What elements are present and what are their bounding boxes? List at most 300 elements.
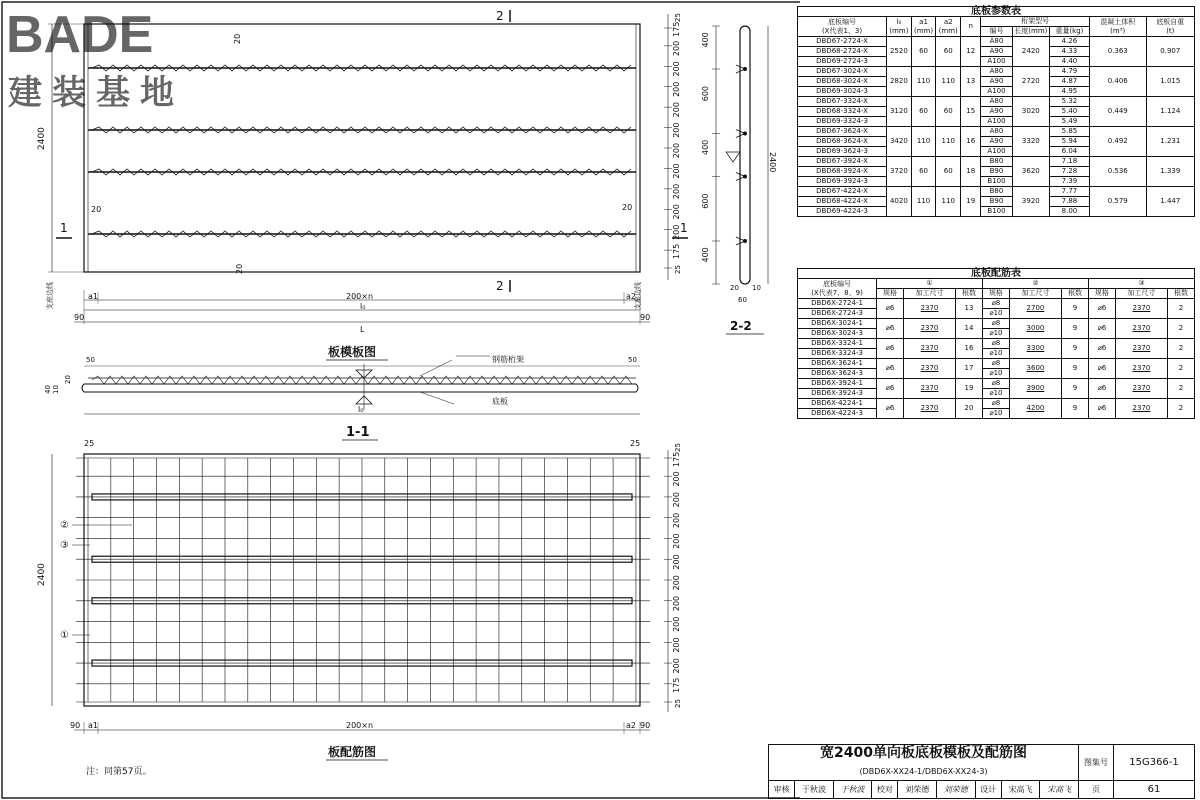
t2-size-3: 2370 — [1115, 399, 1167, 419]
t1-a1: 60 — [911, 97, 936, 127]
t1-truss-len: 3020 — [1012, 97, 1050, 127]
plan-label-20-right: 20 — [622, 203, 633, 212]
s22-dim-label: 400 — [701, 139, 710, 155]
t2-size-3: 2370 — [1115, 299, 1167, 319]
section-mark-2-bottom: 2 — [496, 279, 504, 293]
t1-model: DBD69-4224-3 — [798, 207, 887, 217]
t2-count-1: 13 — [956, 299, 983, 319]
t1-model: DBD67-4224-X — [798, 187, 887, 197]
t2-h-c3: ③ — [1088, 279, 1194, 289]
design-signature: 宋高飞 — [1040, 781, 1079, 799]
t2-model: DBD6X-3624-1 — [798, 359, 877, 369]
section-mark-1-right: 1 — [680, 221, 688, 235]
rebar-plan-title: 板配筋图 — [328, 745, 377, 759]
t2-size-1: 2370 — [903, 319, 955, 339]
t1-truss-weight: 5.49 — [1050, 117, 1090, 127]
t2-model: DBD6X-3624-3 — [798, 369, 877, 379]
rebar-dim-90-right: 90 — [640, 721, 651, 730]
rebar-total-height: 2400 — [37, 563, 47, 586]
t1-truss-weight: 6.04 — [1050, 147, 1090, 157]
t2-spec-1: ⌀6 — [877, 359, 904, 379]
t1-concrete-volume: 0.406 — [1089, 67, 1146, 97]
t1-model: DBD69-3324-3 — [798, 117, 887, 127]
t1-h-self: 底板自重 (t) — [1146, 17, 1194, 37]
t2-count-2: 9 — [1062, 319, 1089, 339]
t1-row — [798, 97, 1195, 107]
t2-model: DBD6X-2724-1 — [798, 299, 877, 309]
t1-concrete-volume: 0.579 — [1089, 187, 1146, 217]
t1-h-a2: a2 (mm) — [936, 17, 961, 37]
check-label: 校对 — [872, 781, 898, 799]
rebar-plan — [37, 439, 682, 760]
rebar-mark-1: ① — [60, 630, 69, 641]
t1-l0: 3420 — [887, 127, 912, 157]
t1-a1: 110 — [911, 67, 936, 97]
t1-truss-len: 2720 — [1012, 67, 1050, 97]
t2-size-3: 2370 — [1115, 379, 1167, 399]
t1-h-len: 长度(mm) — [1012, 27, 1050, 37]
t1-truss-no: A80 — [981, 37, 1012, 47]
right-dim-label: 200 — [672, 595, 681, 612]
section-2-2-dims — [701, 26, 720, 284]
review-name: 于秋波 — [795, 781, 834, 799]
t1-model: DBD67-3924-X — [798, 157, 887, 167]
s22-dim-label: 600 — [701, 193, 710, 209]
t1-model: DBD68-3924-X — [798, 167, 887, 177]
rebar-mark-3: ③ — [60, 540, 69, 551]
logo-chinese: 建装基地 — [8, 73, 184, 113]
right-dim-label: 200 — [672, 533, 681, 549]
t1-model: DBD68-4224-X — [798, 197, 887, 207]
section-mark-2-top: 2 — [496, 9, 504, 23]
right-dim-label: 200 — [672, 637, 681, 653]
t1-n: 12 — [961, 37, 981, 67]
t1-truss-no: B80 — [981, 187, 1012, 197]
table2-title: 底板配筋表 — [798, 269, 1195, 279]
t2-spec-3: ⌀6 — [1088, 379, 1115, 399]
dim-a1: a1 — [88, 292, 98, 301]
t2-count-1: 19 — [956, 379, 983, 399]
section-mark-1-left: 1 — [60, 221, 68, 235]
plan-label-20-top: 20 — [233, 33, 242, 44]
right-dim-label: 200 — [672, 81, 681, 97]
right-dim-label: 200 — [672, 61, 681, 77]
t1-truss-weight: 4.87 — [1050, 77, 1090, 87]
right-dim-25-bottom: 25 — [674, 265, 682, 274]
t1-truss-weight: 4.40 — [1050, 57, 1090, 67]
t1-model: DBD67-3324-X — [798, 97, 887, 107]
rebar-dim-200n: 200×n — [346, 721, 374, 730]
t1-truss-no: B90 — [981, 197, 1012, 207]
t1-a1: 110 — [911, 127, 936, 157]
t1-n: 13 — [961, 67, 981, 97]
t2-h-spec-3: 规格 — [1088, 289, 1115, 299]
set-number: 15G366-1 — [1114, 745, 1195, 781]
t1-model: DBD69-3024-3 — [798, 87, 887, 97]
right-dim-label: 200 — [672, 102, 681, 118]
s22-dim-label: 600 — [701, 85, 710, 102]
t2-size-2: 4200 — [1009, 399, 1061, 419]
t2-count-2: 9 — [1062, 339, 1089, 359]
t1-truss-weight: 5.85 — [1050, 127, 1090, 137]
t1-truss-no: A100 — [981, 147, 1012, 157]
t2-count-1: 16 — [956, 339, 983, 359]
t1-self-weight: 1.124 — [1146, 97, 1194, 127]
note-text: 注：同第57页。 — [86, 767, 152, 777]
t1-model: DBD69-3924-3 — [798, 177, 887, 187]
t1-truss-no: A80 — [981, 127, 1012, 137]
t2-size-2: 3900 — [1009, 379, 1061, 399]
t1-concrete-volume: 0.449 — [1089, 97, 1146, 127]
t2-h-c1: ① — [877, 279, 983, 289]
right-dim-25-top: 25 — [674, 443, 682, 452]
t1-truss-no: A90 — [981, 77, 1012, 87]
t2-count-3: 2 — [1167, 379, 1194, 399]
t1-truss-no: A100 — [981, 117, 1012, 127]
dim-90-right: 90 — [640, 313, 651, 322]
section-2-2 — [701, 26, 777, 334]
rebar-dim-a2: a2 — [626, 721, 636, 730]
t2-size-1: 2370 — [903, 359, 955, 379]
s22-dim-label: 400 — [701, 247, 710, 263]
t2-h-c2: ② — [982, 279, 1088, 289]
t1-truss-no: B100 — [981, 177, 1012, 187]
right-dim-label: 200 — [672, 142, 681, 159]
plan-right-dims — [664, 13, 682, 274]
t1-model: DBD68-3324-X — [798, 107, 887, 117]
t1-truss-no: A80 — [981, 67, 1012, 77]
t2-h-size-2: 加工尺寸 — [1009, 289, 1061, 299]
rebar-right-dims — [664, 443, 682, 708]
t2-count-3: 2 — [1167, 299, 1194, 319]
t1-a2: 110 — [936, 127, 961, 157]
t1-truss-len: 3920 — [1012, 187, 1050, 217]
t1-l0: 3120 — [887, 97, 912, 127]
t1-h-l0: l₀ (mm) — [887, 17, 912, 37]
t1-concrete-volume: 0.492 — [1089, 127, 1146, 157]
t2-count-1: 17 — [956, 359, 983, 379]
plan-label-20-bottom: 20 — [235, 263, 244, 274]
t1-truss-no: A100 — [981, 87, 1012, 97]
right-dim-label: 175 — [672, 243, 681, 260]
t1-model: DBD68-2724-X — [798, 47, 887, 57]
t1-truss-weight: 4.79 — [1050, 67, 1090, 77]
t1-truss-no: B90 — [981, 167, 1012, 177]
right-dim-label: 200 — [672, 471, 681, 487]
t2-size-1: 2370 — [903, 299, 955, 319]
s11-dim-50-right: 50 — [628, 356, 637, 364]
t2-model: DBD6X-3924-3 — [798, 389, 877, 399]
t1-h-a1: a1 (mm) — [911, 17, 936, 37]
t2-size-2: 3600 — [1009, 359, 1061, 379]
t1-model: DBD67-2724-X — [798, 37, 887, 47]
t2-spec-2: ⌀10 — [982, 329, 1009, 339]
review-label: 审核 — [769, 781, 795, 799]
t1-a2: 60 — [936, 97, 961, 127]
t2-h-spec-1: 规格 — [877, 289, 904, 299]
plan-total-height: 2400 — [37, 127, 47, 150]
t2-model: DBD6X-3324-3 — [798, 349, 877, 359]
right-dim-label: 175 — [672, 21, 681, 37]
t2-spec-3: ⌀6 — [1088, 339, 1115, 359]
t2-size-3: 2370 — [1115, 359, 1167, 379]
s11-dim-l0: l₀ — [358, 405, 364, 414]
t1-truss-weight: 7.28 — [1050, 167, 1090, 177]
t2-spec-3: ⌀6 — [1088, 359, 1115, 379]
right-dim-label: 200 — [672, 658, 681, 674]
t1-truss-no: A90 — [981, 47, 1012, 57]
t1-row — [798, 187, 1195, 197]
t2-h-size-1: 加工尺寸 — [903, 289, 955, 299]
plan-label-20-left: 20 — [91, 205, 102, 214]
t1-truss-no: B80 — [981, 157, 1012, 167]
t2-spec-3: ⌀6 — [1088, 399, 1115, 419]
t2-row — [798, 319, 1195, 329]
truss-node — [743, 67, 747, 71]
formwork-plan-title: 板模板图 — [328, 345, 377, 359]
t2-spec-2: ⌀10 — [982, 309, 1009, 319]
t2-spec-2: ⌀10 — [982, 369, 1009, 379]
t1-h-conc: 混凝土体积 (m³) — [1089, 17, 1146, 37]
t2-row — [798, 399, 1195, 409]
t2-size-1: 2370 — [903, 339, 955, 359]
t1-truss-weight: 5.94 — [1050, 137, 1090, 147]
t1-a2: 60 — [936, 157, 961, 187]
t2-spec-1: ⌀6 — [877, 319, 904, 339]
t2-spec-3: ⌀6 — [1088, 299, 1115, 319]
truss-node — [743, 239, 747, 243]
bottom-plate-rebar-table — [797, 268, 1195, 419]
review-signature: 于秋波 — [833, 781, 872, 799]
truss-node — [743, 132, 747, 136]
t2-spec-2: ⌀8 — [982, 299, 1009, 309]
right-dim-label: 200 — [672, 122, 681, 138]
rebar-dim-a1: a1 — [88, 721, 98, 730]
t2-count-3: 2 — [1167, 359, 1194, 379]
t1-truss-no: A80 — [981, 97, 1012, 107]
s11-dim-20: 20 — [64, 375, 72, 384]
t1-truss-len: 3620 — [1012, 157, 1050, 187]
page-number: 61 — [1114, 781, 1195, 799]
t1-l0: 2520 — [887, 37, 912, 67]
t1-a1: 60 — [911, 157, 936, 187]
truss-node — [743, 175, 747, 179]
t2-spec-1: ⌀6 — [877, 299, 904, 319]
rebar-bottom-dims — [70, 721, 650, 734]
right-dim-label: 200 — [672, 575, 681, 591]
t2-size-1: 2370 — [903, 399, 955, 419]
check-name: 刘荣德 — [898, 781, 937, 799]
s11-dim-40: 40 — [44, 385, 52, 394]
bade-logo — [6, 6, 184, 113]
t1-n: 19 — [961, 187, 981, 217]
t2-size-2: 3000 — [1009, 319, 1061, 339]
t2-spec-1: ⌀6 — [877, 339, 904, 359]
section-2-2-title: 2-2 — [730, 319, 752, 333]
truss-4 — [88, 231, 636, 237]
t2-size-2: 3300 — [1009, 339, 1061, 359]
plan-bottom-dims — [45, 282, 650, 334]
rebar-dim-25-right: 25 — [630, 439, 641, 448]
t1-concrete-volume: 0.363 — [1089, 37, 1146, 67]
t1-a2: 110 — [936, 67, 961, 97]
support-edge-left: 支座边线 — [46, 282, 54, 310]
t1-truss-no: A90 — [981, 137, 1012, 147]
t1-model: DBD67-3624-X — [798, 127, 887, 137]
t2-size-3: 2370 — [1115, 339, 1167, 359]
t1-truss-weight: 7.88 — [1050, 197, 1090, 207]
set-label: 图集号 — [1079, 745, 1114, 781]
t2-model: DBD6X-3024-1 — [798, 319, 877, 329]
page-label: 页 — [1079, 781, 1114, 799]
truss-2 — [88, 127, 636, 133]
right-dim-label: 200 — [672, 616, 681, 632]
t2-model: DBD6X-3924-1 — [798, 379, 877, 389]
t1-self-weight: 1.339 — [1146, 157, 1194, 187]
t1-n: 16 — [961, 127, 981, 157]
t2-spec-2: ⌀8 — [982, 399, 1009, 409]
right-dim-label: 200 — [672, 163, 681, 179]
s22-total: 2400 — [768, 152, 777, 173]
s22-dim-60: 60 — [738, 296, 747, 304]
t2-h-count-1: 根数 — [956, 289, 983, 299]
t1-h-truss: 桁架型号 — [981, 17, 1089, 27]
label-steel-truss: 钢筋桁架 — [492, 355, 524, 364]
check-signature: 刘荣德 — [936, 781, 975, 799]
t1-l0: 4020 — [887, 187, 912, 217]
t1-model: DBD69-2724-3 — [798, 57, 887, 67]
t1-h-n: n — [961, 17, 981, 37]
dim-l0: l₀ — [360, 302, 366, 311]
t2-spec-2: ⌀10 — [982, 409, 1009, 419]
t1-n: 15 — [961, 97, 981, 127]
table1-title: 底板参数表 — [798, 7, 1195, 17]
t2-count-2: 9 — [1062, 359, 1089, 379]
t2-spec-2: ⌀8 — [982, 359, 1009, 369]
t1-truss-no: B100 — [981, 207, 1012, 217]
t1-truss-weight: 4.33 — [1050, 47, 1090, 57]
right-dim-label: 200 — [672, 554, 681, 570]
t1-truss-len: 2420 — [1012, 37, 1050, 67]
t2-spec-2: ⌀10 — [982, 389, 1009, 399]
s11-dim-50-left: 50 — [86, 356, 95, 364]
s22-dim-label: 400 — [701, 32, 710, 48]
t1-h-model: 底板编号 (X代表1、3) — [798, 17, 887, 37]
support-edge-right: 支座边线 — [634, 282, 642, 310]
t1-row — [798, 37, 1195, 47]
section-1-1-title: 1-1 — [346, 425, 370, 440]
t1-truss-weight: 4.26 — [1050, 37, 1090, 47]
t1-self-weight: 1.447 — [1146, 187, 1194, 217]
t1-l0: 2820 — [887, 67, 912, 97]
t2-h-count-2: 根数 — [1062, 289, 1089, 299]
rebar-dim-25-left: 25 — [84, 439, 95, 448]
t2-h-size-3: 加工尺寸 — [1115, 289, 1167, 299]
t1-truss-weight: 5.32 — [1050, 97, 1090, 107]
t2-count-2: 9 — [1062, 399, 1089, 419]
t2-model: DBD6X-4224-1 — [798, 399, 877, 409]
right-dim-label: 200 — [672, 40, 681, 57]
t1-model: DBD67-3024-X — [798, 67, 887, 77]
dim-90-left: 90 — [74, 313, 85, 322]
t1-a1: 110 — [911, 187, 936, 217]
t1-h-wt: 重量(kg) — [1050, 27, 1090, 37]
t1-truss-weight: 4.95 — [1050, 87, 1090, 97]
t2-model: DBD6X-4224-3 — [798, 409, 877, 419]
t2-h-count-3: 根数 — [1167, 289, 1194, 299]
t2-count-3: 2 — [1167, 319, 1194, 339]
right-dim-label: 175 — [672, 677, 681, 693]
t1-model: DBD69-3624-3 — [798, 147, 887, 157]
t1-concrete-volume: 0.536 — [1089, 157, 1146, 187]
dim-200n: 200×n — [346, 292, 374, 301]
t1-truss-weight: 7.77 — [1050, 187, 1090, 197]
t2-spec-3: ⌀6 — [1088, 319, 1115, 339]
right-dim-label: 200 — [672, 183, 681, 200]
t2-spec-2: ⌀8 — [982, 379, 1009, 389]
design-label: 设计 — [975, 781, 1001, 799]
right-dim-label: 200 — [672, 492, 681, 508]
t2-model: DBD6X-2724-3 — [798, 309, 877, 319]
t1-truss-weight: 5.40 — [1050, 107, 1090, 117]
t2-h-model: 底板编号 (X代表7、8、9) — [798, 279, 877, 299]
truss-3 — [88, 169, 636, 175]
section-1-1 — [44, 354, 640, 440]
t2-size-3: 2370 — [1115, 319, 1167, 339]
s11-dim-10: 10 — [52, 385, 60, 394]
t2-row — [798, 339, 1195, 349]
t1-a2: 60 — [936, 37, 961, 67]
t2-model: DBD6X-3324-1 — [798, 339, 877, 349]
t1-self-weight: 0.907 — [1146, 37, 1194, 67]
right-dim-label: 200 — [672, 204, 681, 220]
right-dim-25-bottom: 25 — [674, 699, 682, 708]
t2-model: DBD6X-3024-3 — [798, 329, 877, 339]
t2-size-1: 2370 — [903, 379, 955, 399]
t2-count-3: 2 — [1167, 339, 1194, 359]
s22-dim-20: 20 — [730, 284, 739, 292]
tb-title-cell — [769, 745, 1079, 781]
dim-L: L — [360, 325, 365, 334]
t1-a1: 60 — [911, 37, 936, 67]
t1-model: DBD68-3024-X — [798, 77, 887, 87]
right-dim-label: 175 — [672, 451, 681, 468]
t1-n: 18 — [961, 157, 981, 187]
s22-dim-10: 10 — [752, 284, 761, 292]
t1-model: DBD68-3624-X — [798, 137, 887, 147]
t1-truss-weight: 8.00 — [1050, 207, 1090, 217]
bottom-plate-parameter-table — [797, 6, 1195, 217]
t2-count-2: 9 — [1062, 299, 1089, 319]
t2-count-3: 2 — [1167, 399, 1194, 419]
truss-1 — [88, 65, 636, 71]
t2-h-spec-2: 规格 — [982, 289, 1009, 299]
right-dim-label: 200 — [672, 224, 681, 240]
t1-l0: 3720 — [887, 157, 912, 187]
t2-size-2: 2700 — [1009, 299, 1061, 319]
t1-h-no: 编号 — [981, 27, 1012, 37]
design-name: 宋高飞 — [1001, 781, 1040, 799]
dim-a2: a2 — [626, 292, 636, 301]
t2-spec-2: ⌀8 — [982, 339, 1009, 349]
t2-spec-2: ⌀8 — [982, 319, 1009, 329]
t1-self-weight: 1.231 — [1146, 127, 1194, 157]
drawing-subtitle: (DBD6X-XX24-1/DBD6X-XX24-3) — [859, 767, 988, 776]
t1-self-weight: 1.015 — [1146, 67, 1194, 97]
t1-row — [798, 67, 1195, 77]
t1-truss-no: A100 — [981, 57, 1012, 67]
right-dim-25-top: 25 — [674, 13, 682, 22]
